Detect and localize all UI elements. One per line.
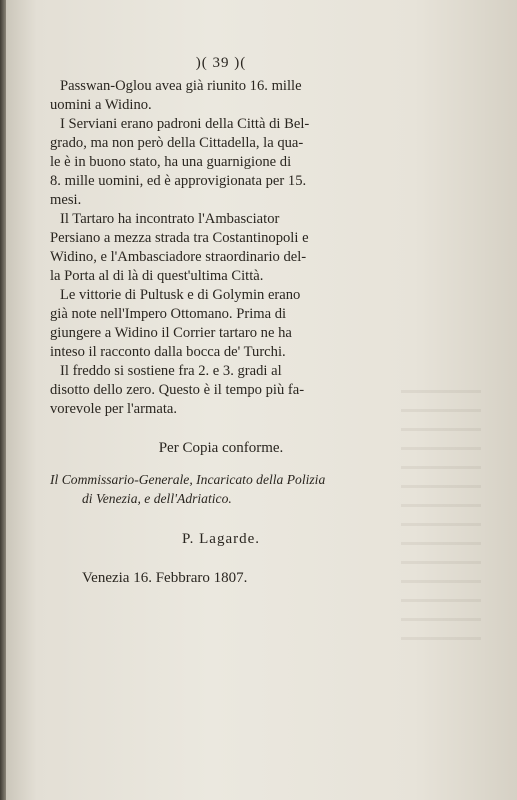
commissioner-line-2: di Venezia, e dell'Adriatico. xyxy=(82,491,232,506)
text-line: Passwan-Oglou avea già riunito 16. mille xyxy=(60,78,302,94)
text-line: mesi. xyxy=(50,192,82,208)
text-line: Widino, e l'Ambasciadore straordinario del- xyxy=(50,249,307,265)
commissioner-line-1: Il Commissario-Generale, Incaricato della Polizia xyxy=(50,472,326,487)
text-line: Il freddo si sostiene fra 2. e 3. gradi al xyxy=(60,363,282,379)
text-line: disotto dello zero. Questo è il tempo più fa- xyxy=(50,382,305,398)
paragraph-4 xyxy=(50,286,392,362)
paragraph-1 xyxy=(50,77,392,115)
document-page xyxy=(6,0,517,800)
text-line: Le vittorie di Pultusk e di Golymin erano xyxy=(60,287,301,303)
text-line: Persiano a mezza strada tra Costantinopoli e xyxy=(50,230,309,246)
text-line: vorevole per l'armata. xyxy=(50,401,178,417)
page-text-block xyxy=(50,54,392,588)
text-line: 8. mille uomini, ed è approvigionata per 15. xyxy=(50,173,307,189)
text-line: la Porta al di là di quest'ultima Città. xyxy=(50,268,264,284)
text-line: grado, ma non però della Cittadella, la qua- xyxy=(50,135,304,151)
text-line: già note nell'Impero Ottomano. Prima di xyxy=(50,306,287,322)
paragraph-3 xyxy=(50,210,392,286)
text-line: le è in buono stato, ha una guarnigione di xyxy=(50,154,292,170)
bleed-through-shadow xyxy=(401,390,481,650)
commissioner-title xyxy=(50,470,392,508)
text-line: inteso il racconto dalla bocca de' Turchi. xyxy=(50,344,286,360)
text-line: uomini a Widino. xyxy=(50,97,152,113)
text-line: giungere a Widino il Corrier tartaro ne ha xyxy=(50,325,292,341)
paragraph-5 xyxy=(50,362,392,419)
text-line: Il Tartaro ha incontrato l'Ambasciator xyxy=(60,211,280,227)
signature-name: P. Lagarde. xyxy=(181,531,261,547)
place-and-date: Venezia 16. Febbraro 1807. xyxy=(82,570,248,586)
text-line: I Serviani erano padroni della Città di Bel- xyxy=(60,116,310,132)
page-number: )( 39 )( xyxy=(195,55,247,71)
certified-copy-line: Per Copia conforme. xyxy=(158,440,284,456)
paragraph-2 xyxy=(50,115,392,210)
